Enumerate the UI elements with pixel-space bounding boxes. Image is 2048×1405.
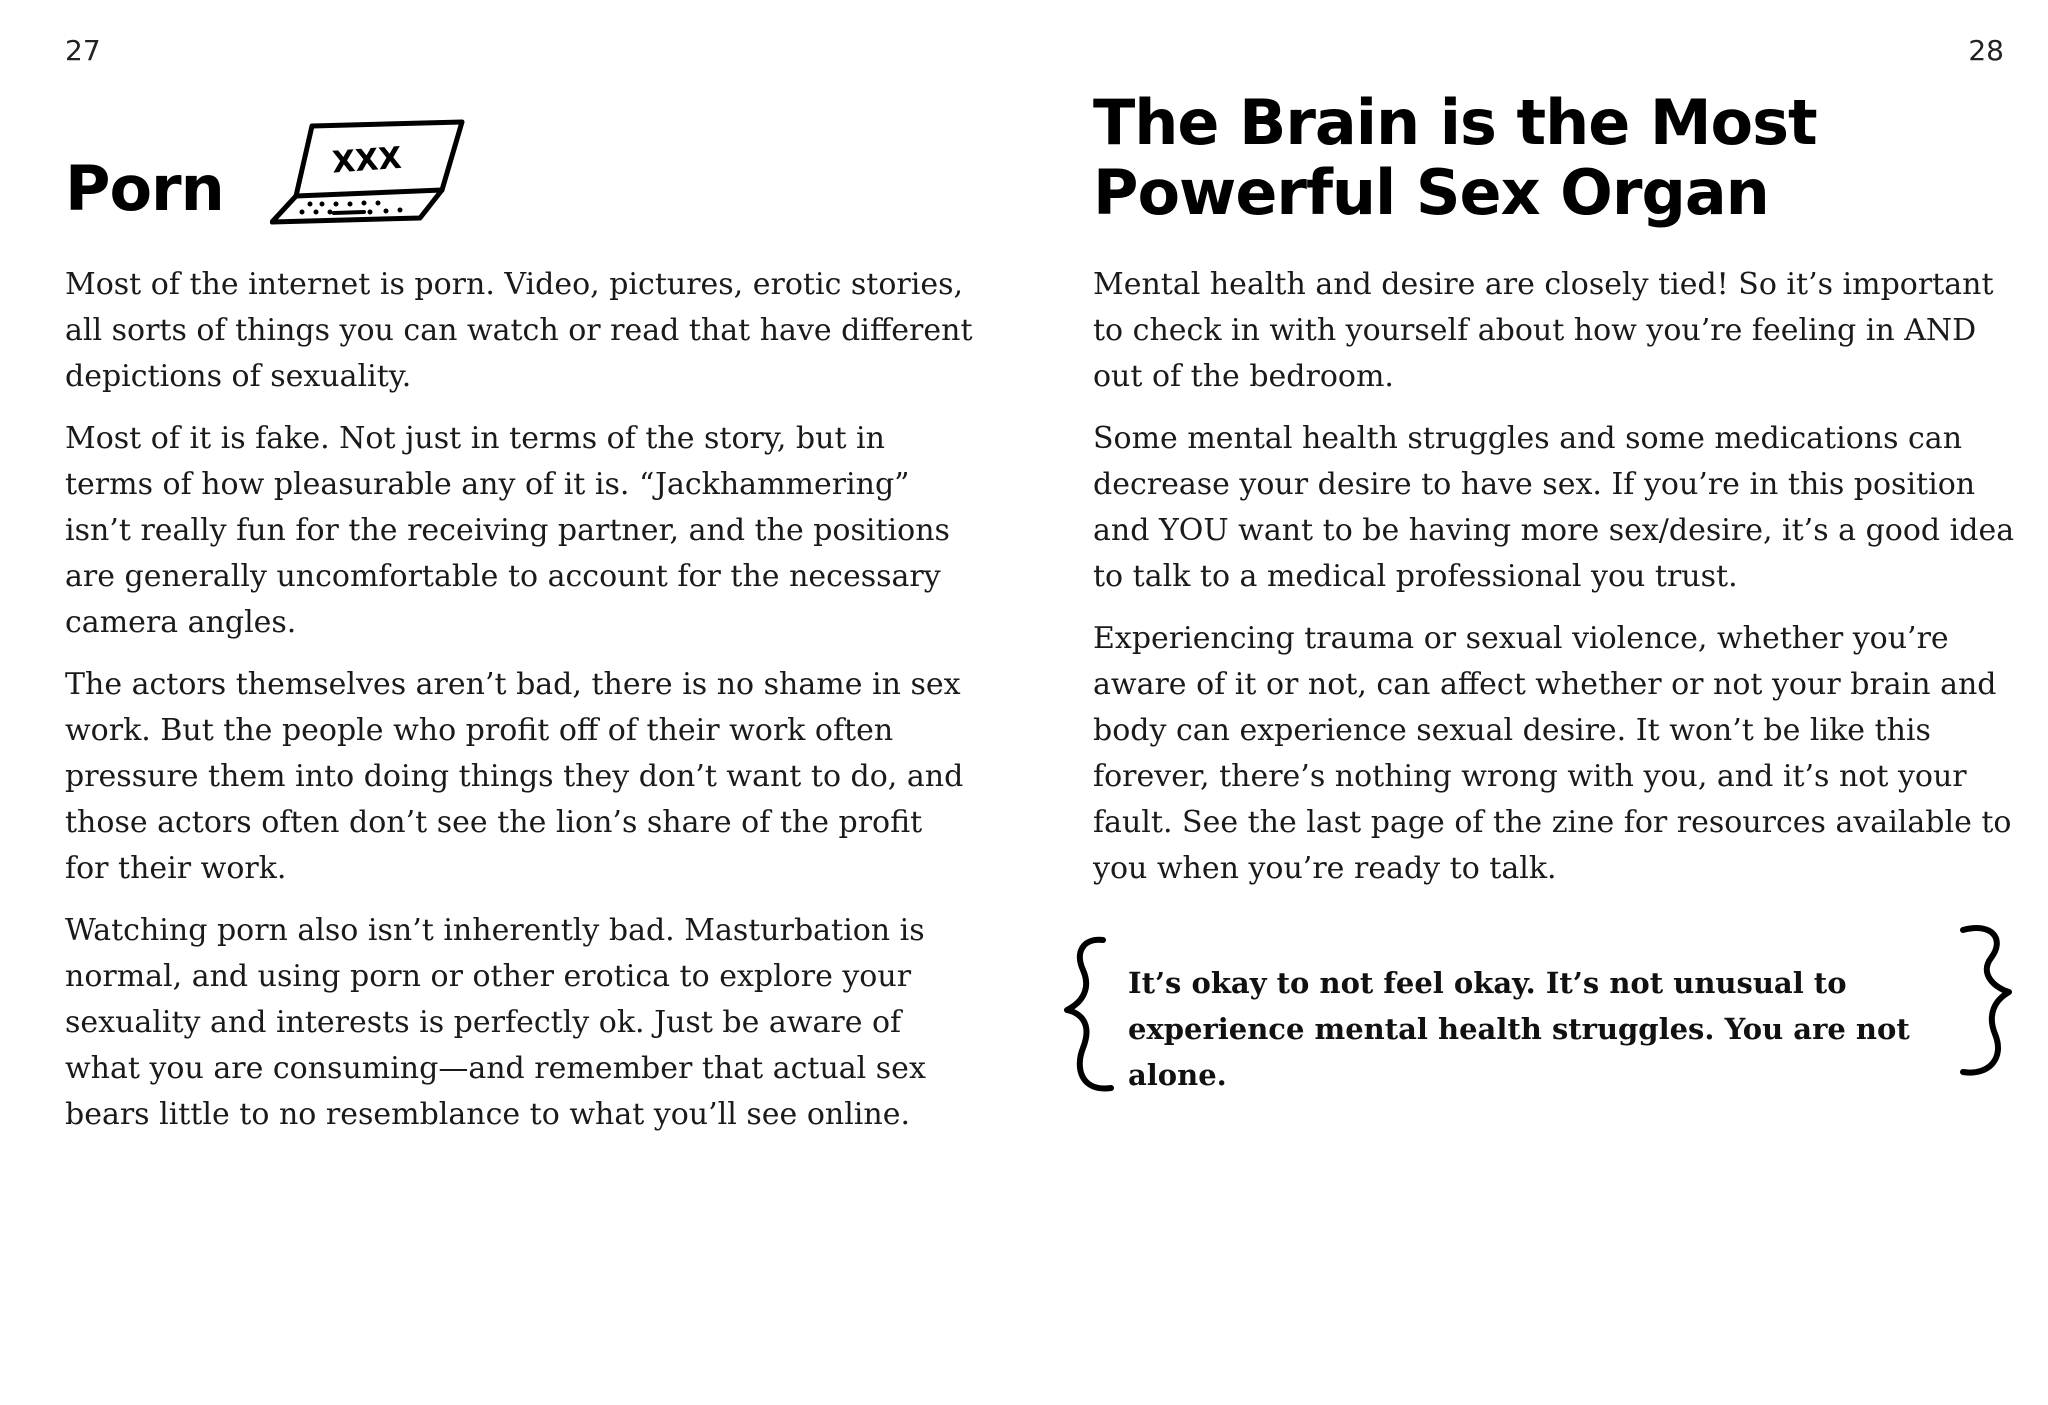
page-number-right: 28 [1968,34,2004,67]
paragraph: Experiencing trauma or sexual violence, whether you’re aware of it or not, can affect whether or not your brain and body can experience sexual desire. It won’t be like this forever, there’s nothing wrong with you, and it’s not your fault. See the last page of the zine for resources available to you when you’re ready to talk. [1093,621,2012,886]
paragraph: Watching porn also isn’t inherently bad. Masturbation is normal, and using porn or other erotica to explore your sexuality and interests is perfectly ok. Just be aware of what you are consuming—and remember that actual sex bears little to no resemblance to what you’ll see online. [65,913,926,1132]
heading-line-1: The Brain is the Most [1093,86,1817,159]
page-number-left: 27 [65,34,101,67]
right-curly-brace-icon [1943,900,2023,1110]
page-title-brain [1093,88,2023,228]
laptop-xxx-icon [270,118,480,228]
heading-line-2: Powerful Sex Organ [1093,156,1769,229]
paragraph: Some mental health struggles and some medications can decrease your desire to have sex. If you’re in this position and YOU want to be having more sex/desire, it’s a good idea to talk to a medical professional you trust. [1093,421,2015,594]
paragraph: The actors themselves aren’t bad, there is no shame in sex work. But the people who profit off of their work often pressure them into doing things they don’t want to do, and those actors often don’t see the lion’s share of the profit for their work. [65,667,964,886]
left-curly-brace-icon [1053,910,1133,1120]
paragraph: Most of it is fake. Not just in terms of the story, but in terms of how pleasurable any of it is. “Jackhammering” isn’t really fun for the receiving partner, and the positions are generally uncomfortable to account for the necessary camera angles. [65,421,950,640]
right-body-text [1093,262,2023,908]
page-title-porn: Porn [65,152,224,225]
left-body-text [65,262,975,1154]
callout-box [1053,910,2023,1120]
paragraph: Mental health and desire are closely tied! So it’s important to check in with yourself about how you’re feeling in AND out of the bedroom. [1093,267,1994,394]
laptop-screen-text: XXX [331,140,403,181]
paragraph: Most of the internet is porn. Video, pictures, erotic stories, all sorts of things you can watch or read that have different depictions of sexuality. [65,267,973,394]
callout-text: It’s okay to not feel okay. It’s not unusual to experience mental health struggles. You are not alone. [1128,966,1910,1092]
heading-row [65,118,565,228]
